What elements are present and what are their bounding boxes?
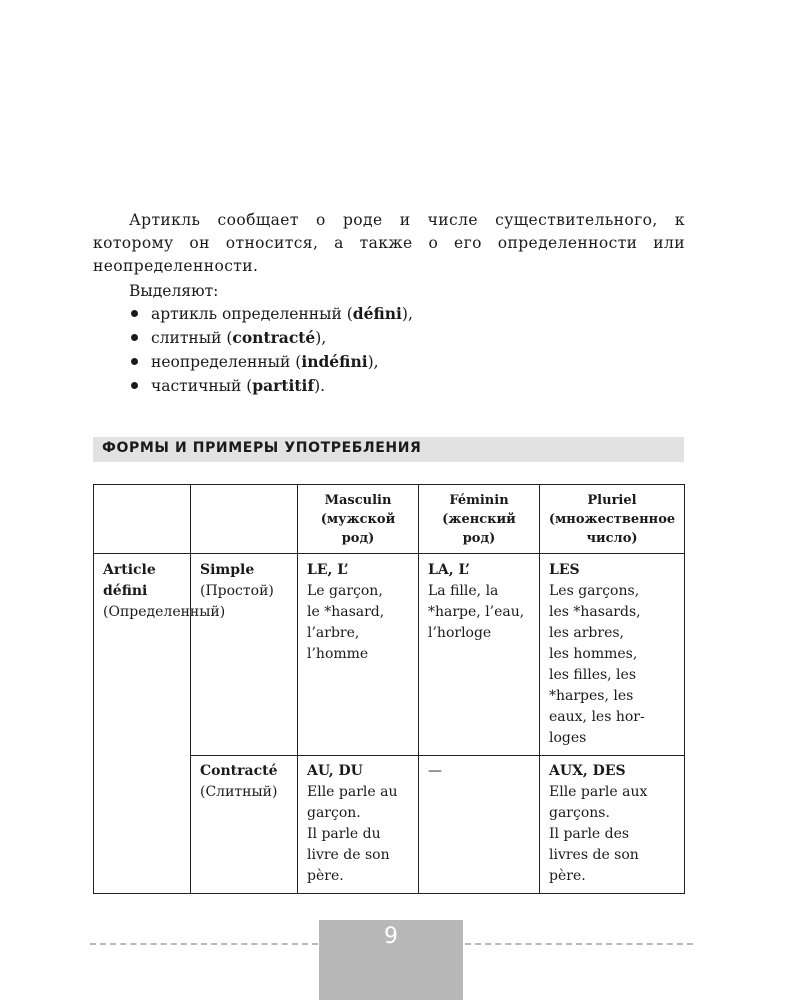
feminin-cell: LA, L’ La fille, la *harpe, l’eau, l’horloge [419,554,540,756]
intro-text: Артикль сообщает о роде и числе существительного, к которому он относится, а также о его определенности или неопределенности. [93,211,685,275]
page-number: 9 [384,924,398,949]
header-cell-empty [94,485,191,554]
group-cell [94,554,226,894]
section-title: ФОРМЫ И ПРИМЕРЫ УПОТРЕБЛЕНИЯ [102,440,422,456]
table-header-row [94,485,685,554]
list-item: неопределенный (indéfini), [129,350,413,374]
section-heading [93,437,684,462]
list-item: частичный (partitif). [129,374,413,398]
footer-divider-right [465,943,693,945]
type-cell: Contracté (Слитный) [191,756,298,894]
page-number-tab [319,920,463,1000]
header-pluriel: Pluriel (множественное число) [540,485,685,554]
intro-paragraph [93,209,685,278]
pluriel-cell: LES Les garçons, les *hasards, les arbres, les hommes, les filles, les *harpes, les eaux, les hor- loges [540,554,685,756]
group-name: Article défini [103,562,156,599]
pluriel-cell: AUX, DES Elle parle aux garçons. Il parle des livres de son père. [540,756,685,894]
list-item: слитный (contracté), [129,326,413,350]
group-name-ru: (Определенный) [103,604,226,620]
masculin-cell: LE, L’ Le garçon, le *hasard, l’arbre, l’homme [298,554,419,756]
article-types-list [129,302,413,398]
header-cell-empty [191,485,298,554]
feminin-cell: — [419,756,540,894]
header-feminin: Féminin (женский род) [419,485,540,554]
type-cell: Simple (Простой) [191,554,298,756]
list-item: артикль определенный (défini), [129,302,413,326]
header-masculin: Masculin (мужской род) [298,485,419,554]
masculin-cell: AU, DU Elle parle au garçon. Il parle du livre de son père. [298,756,419,894]
intro-lead: Выделяют: [129,282,219,300]
footer-divider-left [90,943,318,945]
article-forms-table [93,484,685,894]
table-row [94,554,685,756]
